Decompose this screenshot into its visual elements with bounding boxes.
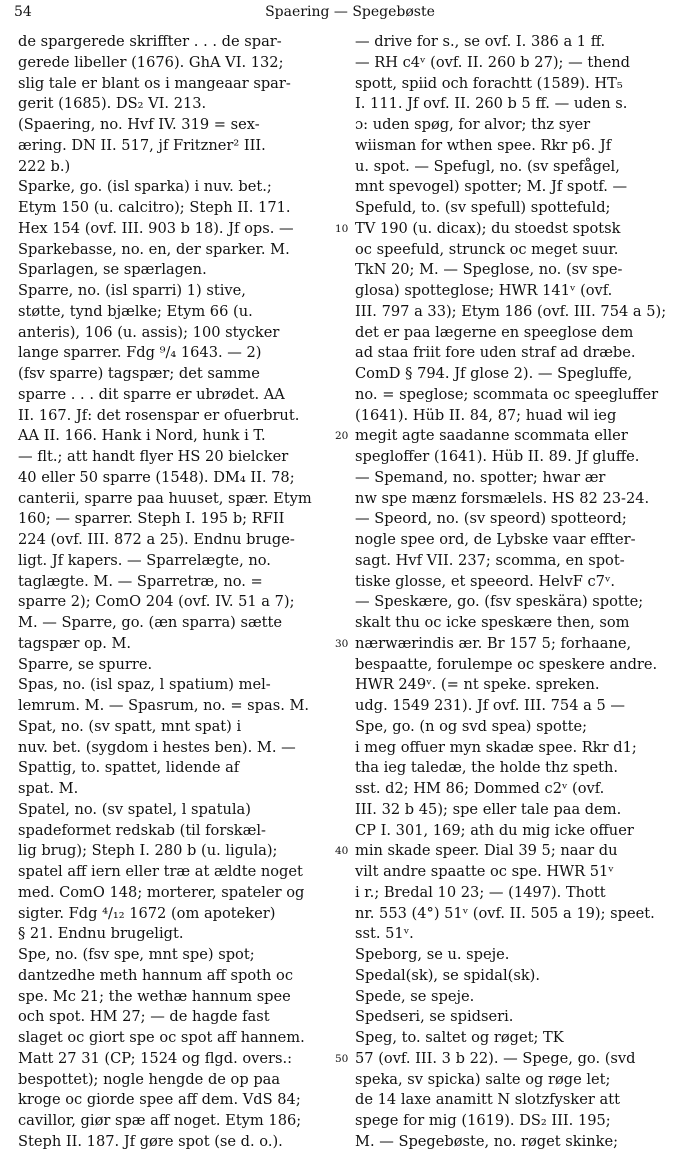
right-column-line: Spe, go. (n og svd spea) spotte; [355, 717, 588, 735]
right-column-line: spott, spiid och forachtt (1589). HT₅ [355, 74, 623, 92]
right-column-line: udg. 1549 231). Jf ovf. III. 754 a 5 — [355, 697, 625, 714]
left-column-line: AA II. 166. Hank i Nord, hunk i T. [18, 427, 266, 445]
left-column-line: § 21. Endnu brugeligt. [18, 925, 184, 943]
left-column-line: (fsv sparre) tagspær; det samme [18, 365, 260, 382]
left-column-line: støtte, tynd bjælke; Etym 66 (u. [18, 302, 253, 320]
right-column-line: bespaatte, forulempe oc speskere andre. [355, 655, 658, 673]
left-column-line: (Spaering, no. Hvf IV. 319 = sex- [18, 116, 260, 133]
left-column-line: Sparlagen, se spærlagen. [18, 261, 207, 279]
left-column-line: dantzedhe meth hannum aff spoth oc [18, 966, 293, 984]
right-column-line: i r.; Bredal 10 23; — (1497). Thott [355, 883, 606, 901]
left-column-line: spe. Mc 21; the wethæ hannum spee [18, 987, 291, 1005]
left-column-line: sigter. Fdg ⁴/₁₂ 1672 (om apoteker) [18, 904, 276, 922]
right-column-line: vilt andre spaatte oc spe. HWR 51ᵛ [355, 863, 614, 880]
right-column-line: oc speefuld, strunck oc meget suur. [355, 240, 619, 258]
left-column-line: 40 eller 50 sparre (1548). DM₄ II. 78; [18, 468, 295, 486]
right-column-line: III. 797 a 33); Etym 186 (ovf. III. 754 a 5); [355, 302, 667, 320]
right-column-line: CP I. 301, 169; ath du mig icke offuer [355, 821, 634, 839]
line-number: 20 [335, 430, 349, 443]
line-number: 10 [335, 222, 349, 235]
right-column-line: III. 32 b 45); spe eller tale paa dem. [355, 800, 622, 818]
page-header [14, 4, 686, 26]
left-column-line: spat. M. [18, 780, 79, 797]
right-column-line: sst. d2; HM 86; Dommed c2ᵛ (ovf. [355, 780, 605, 797]
right-column-line: nr. 553 (4°) 51ᵛ (ovf. II. 505 a 19); speet. [355, 904, 655, 922]
left-column-line: spadeformet redskab (til forskæl- [18, 821, 266, 839]
right-column-line: sagt. Hvf VII. 237; scomma, en spot- [355, 551, 625, 569]
right-column-line: mnt spevogel) spotter; M. Jf spotf. — [355, 178, 628, 196]
right-column-line: — RH c4ᵛ (ovf. II. 260 b 27); — thend [355, 53, 630, 71]
right-column-line: skalt thu oc icke speskære then, som [355, 614, 630, 631]
left-column-line: sparre . . . dit sparre er ubrødet. AA [18, 385, 285, 403]
left-column-line: de spargerede skriffter . . . de spar- [18, 33, 282, 50]
right-column-line: Speg, to. saltet og røget; TK [355, 1029, 564, 1046]
right-column-line: HWR 249ᵛ. (= nt speke. spreken. [355, 676, 600, 694]
left-column-line: och spot. HM 27; — de hagde fast [18, 1008, 270, 1026]
right-column-line: Spefuld, to. (sv spefull) spottefuld; [355, 199, 611, 216]
right-column-line: Spedal(sk), se spidal(sk). [355, 966, 541, 984]
left-column-line: Spattig, to. spattet, lidende af [18, 759, 240, 777]
right-column-line: de 14 laxe anamitt N slotzfysker att [355, 1091, 620, 1109]
right-column-line: 57 (ovf. III. 3 b 22). — Spege, go. (svd [355, 1049, 636, 1067]
right-column-line: (1641). Hüb II. 84, 87; huad wil ieg [355, 406, 617, 424]
right-column [355, 32, 680, 1150]
left-column-line: anteris), 106 (u. assis); 100 stycker [18, 323, 280, 341]
left-column-line: spatel aff iern eller træ at ældte noget [18, 863, 303, 880]
right-column-line: ComD § 794. Jf glose 2). — Spegluffe, [355, 365, 633, 382]
left-column-line: Hex 154 (ovf. III. 903 b 18). Jf ops. — [18, 219, 294, 237]
right-column-line: TV 190 (u. dicax); du stoedst spotsk [355, 219, 621, 237]
left-column-line: Sparre, no. (isl sparri) 1) stive, [18, 282, 246, 299]
right-column-line: Spede, se speje. [355, 987, 475, 1005]
left-column-line: Matt 27 31 (CP; 1524 og flgd. overs.: [18, 1049, 293, 1067]
left-column-line: slaget oc giort spe oc spot aff hannem. [18, 1029, 305, 1046]
right-column-line: spege for mig (1619). DS₂ III. 195; [355, 1112, 611, 1129]
right-column-line: Spedseri, se spidseri. [355, 1008, 514, 1026]
right-column-line: — Speord, no. (sv speord) spotteord; [355, 510, 627, 528]
left-column-line: gerede libeller (1676). GhA VI. 132; [18, 53, 284, 71]
right-column-line: tiske glosse, et speeord. HelvF c7ᵛ. [355, 572, 616, 590]
right-column-line: min skade speer. Dial 39 5; naar du [355, 842, 618, 860]
line-number: 40 [335, 845, 349, 858]
right-column-line: — Spemand, no. spotter; hwar ær [355, 468, 606, 486]
right-column-line: spegloffer (1641). Hüb II. 89. Jf gluffe. [355, 448, 640, 465]
right-column-line: speka, sv spicka) salte og røge let; [355, 1070, 611, 1088]
line-number: 30 [335, 637, 349, 650]
left-column-line: Sparre, se spurre. [18, 655, 153, 673]
right-column-line: sst. 51ᵛ. [355, 925, 414, 943]
left-column-line: 224 (ovf. III. 872 a 25). Endnu bruge- [18, 531, 295, 548]
left-column-line: nuv. bet. (sygdom i hestes ben). M. — [18, 738, 296, 756]
right-column-line: I. 111. Jf ovf. II. 260 b 5 ff. — uden s. [355, 95, 628, 113]
right-column-line: TkN 20; M. — Speglose, no. (sv spe- [355, 261, 623, 279]
right-column-line: tha ieg taledæ, the holde thz speth. [355, 759, 619, 777]
left-column-line: sparre 2); ComO 204 (ovf. IV. 51 a 7); [18, 593, 295, 611]
right-column-line: Speborg, se u. speje. [355, 946, 510, 963]
right-column-line: wiisman for wthen spee. Rkr p6. Jf [355, 136, 612, 154]
left-column-line: — flt.; att handt flyer HS 20 bielcker [18, 448, 289, 465]
left-column-line: 160; — sparrer. Steph I. 195 b; RFII [18, 510, 285, 528]
left-column-line: ligt. Jf kapers. — Sparrelægte, no. [18, 551, 271, 569]
left-column-line: Spat, no. (sv spatt, mnt spat) i [18, 717, 242, 735]
right-column-line: u. spot. — Spefugl, no. (sv spefågel, [355, 157, 620, 175]
right-column-line: megit agte saadanne scommata eller [355, 427, 628, 445]
left-column-line: Sparke, go. (isl sparka) i nuv. bet.; [18, 178, 272, 196]
left-column-line: cavillor, giør spæ aff noget. Etym 186; [18, 1112, 302, 1129]
right-column-line: i meg offuer myn skadæ spee. Rkr d1; [355, 738, 637, 756]
left-column-line: slig tale er blant os i mangeaar spar- [18, 74, 291, 92]
right-column-line: det er paa lægerne en speeglose dem [355, 323, 634, 341]
right-column-line: — Speskære, go. (fsv speskära) spotte; [355, 593, 644, 611]
left-column-line: Spe, no. (fsv spe, mnt spe) spot; [18, 946, 255, 963]
right-column-line: nogle spee ord, de Lybske vaar effter- [355, 531, 636, 548]
left-column-line: M. — Sparre, go. (æn sparra) sætte [18, 614, 283, 631]
left-column-line: Spas, no. (isl spaz, l spatium) mel- [18, 676, 271, 694]
left-column-line: bespottet); nogle hengde de op paa [18, 1070, 281, 1088]
right-column-line: glosa) spotteglose; HWR 141ᵛ (ovf. [355, 282, 613, 299]
right-column-line: M. — Spegebøste, no. røget skinke; [355, 1132, 619, 1150]
right-column-line: ad staa friit fore uden straf ad dræbe. [355, 344, 636, 362]
page-number: 54 [14, 4, 32, 20]
left-column-line: Spatel, no. (sv spatel, l spatula) [18, 800, 251, 818]
left-column-line: lig brug); Steph I. 280 b (u. ligula); [18, 842, 278, 860]
left-column-line: 222 b.) [18, 157, 71, 175]
left-column-line: med. ComO 148; morterer, spateler og [18, 883, 305, 901]
right-column-line: ɔ: uden spøg, for alvor; thz syer [355, 116, 591, 133]
line-number-gutter [335, 32, 357, 1116]
left-column-line: gerit (1685). DS₂ VI. 213. [18, 95, 207, 113]
left-column-line: Steph II. 187. Jf gøre spot (se d. o.). [18, 1132, 283, 1150]
left-column-line: canterii, sparre paa huuset, spær. Etym [18, 489, 312, 507]
right-column-line: nw spe mænz forsmælels. HS 82 23-24. [355, 489, 650, 507]
left-column-line: tagspær op. M. [18, 634, 132, 652]
left-column-line: Sparkebasse, no. en, der sparker. M. [18, 240, 290, 258]
left-column-line: II. 167. Jf: det rosenspar er ofuerbrut. [18, 406, 300, 424]
left-column-line: æring. DN II. 517, jf Fritzner² III. [18, 136, 266, 154]
right-column-line: no. = speglose; scommata oc speegluffer [355, 385, 659, 403]
left-column-line: taglægte. M. — Sparretræ, no. = [18, 572, 263, 590]
line-number: 50 [335, 1052, 349, 1065]
left-column-line: lange sparrer. Fdg ⁹/₄ 1643. — 2) [18, 344, 262, 362]
left-column-line: Etym 150 (u. calcitro); Steph II. 171. [18, 199, 291, 216]
left-column [18, 32, 343, 1150]
right-column-line: nærwærindis ær. Br 157 5; forhaane, [355, 634, 632, 652]
right-column-line: — drive for s., se ovf. I. 386 a 1 ff. [355, 33, 606, 50]
left-column-line: lemrum. M. — Spasrum, no. = spas. M. [18, 697, 310, 714]
left-column-line: kroge oc giorde spee aff dem. VdS 84; [18, 1091, 301, 1109]
running-head: Spaering — Spegebøste [265, 4, 435, 20]
